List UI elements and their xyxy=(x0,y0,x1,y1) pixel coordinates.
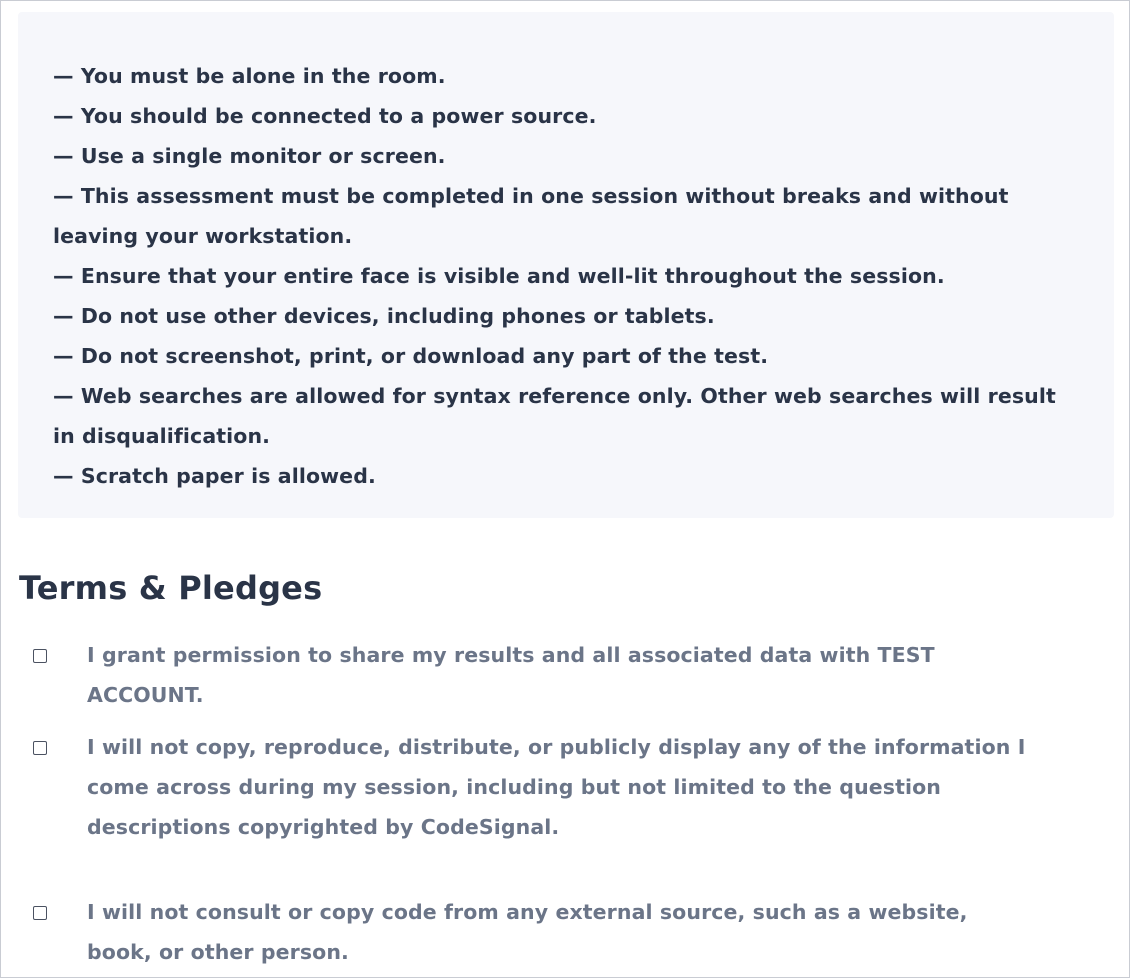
pledge-share-results-label[interactable]: I grant permission to share my results and all associated data with TEST ACCOUNT. xyxy=(87,643,935,707)
terms-pledges-heading: Terms & Pledges xyxy=(19,569,323,607)
pledge-no-copy-label[interactable]: I will not copy, reproduce, distribute, or publicly display any of the information I come across during my session, including but not limited to the question descriptions copyrighted by CodeSignal. xyxy=(87,735,1026,839)
rule-single-monitor: — Use a single monitor or screen. xyxy=(53,144,446,168)
rule-alone: — You must be alone in the room. xyxy=(53,64,446,88)
rule-scratch-paper: — Scratch paper is allowed. xyxy=(53,464,376,488)
rule-no-devices: — Do not use other devices, including phones or tablets. xyxy=(53,304,715,328)
pledge-no-external-code-label[interactable]: I will not consult or copy code from any external source, such as a website, book, or other person. xyxy=(87,900,968,964)
assessment-rules-panel xyxy=(18,12,1114,518)
pledge-share-results-checkbox[interactable] xyxy=(33,649,47,663)
pledge-share-results[interactable] xyxy=(33,635,1033,715)
rule-power: — You should be connected to a power source. xyxy=(53,104,597,128)
rule-face-visible: — Ensure that your entire face is visible and well-lit throughout the session. xyxy=(53,264,945,288)
rule-one-session: — This assessment must be completed in one session without breaks and without leaving your workstation. xyxy=(53,184,1009,248)
pledge-no-external-code-checkbox[interactable] xyxy=(33,906,47,920)
pledge-no-copy-checkbox[interactable] xyxy=(33,741,47,755)
pledge-no-external-code[interactable] xyxy=(33,892,1033,972)
rule-web-searches: — Web searches are allowed for syntax reference only. Other web searches will result in disqualification. xyxy=(53,384,1056,448)
rule-no-screenshot: — Do not screenshot, print, or download any part of the test. xyxy=(53,344,769,368)
pledge-no-copy[interactable] xyxy=(33,727,1033,847)
